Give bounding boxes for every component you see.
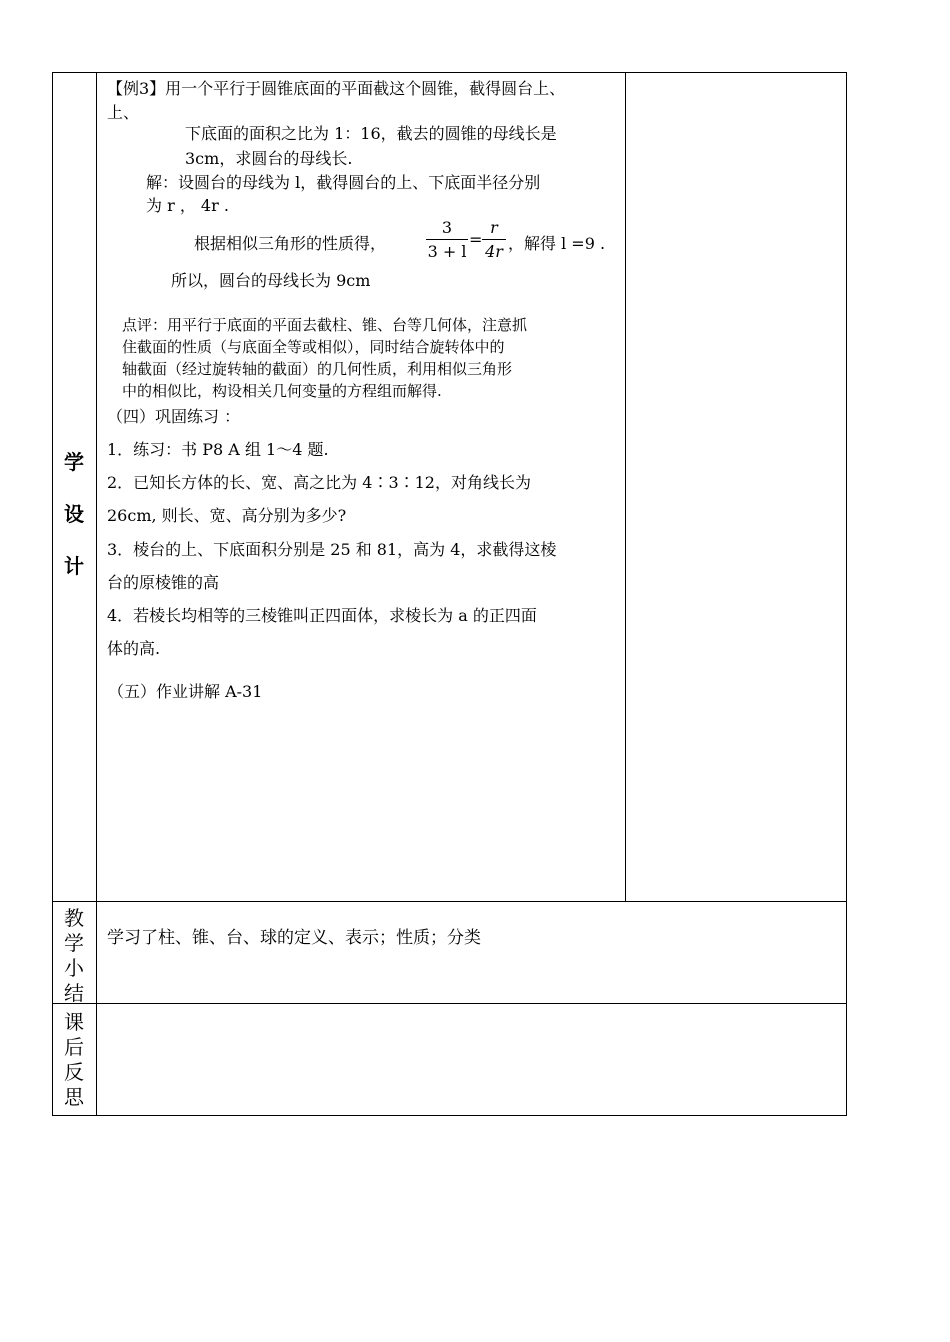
section-label-reflection [52, 1010, 96, 1110]
row-divider-summary [52, 901, 847, 902]
label-char: 后 [64, 1035, 84, 1059]
practice-item-3b: 台的原棱锥的高 [107, 573, 220, 592]
practice-heading: （四）巩固练习 ： [107, 407, 241, 426]
example-line-2: 下底面的面积之比为 1：16，截去的圆锥的母线长是 [185, 124, 557, 143]
practice-item-4b: 体的高. [107, 639, 161, 658]
comment-line-2: 住截面的性质（与底面全等或相似），同时结合旋转体中的 [122, 338, 505, 356]
table-right-border [846, 72, 847, 1115]
table-top-border [52, 72, 847, 73]
solution-line-3-pre: 根据相似三角形的性质得， [194, 234, 387, 253]
label-char: 结 [64, 981, 84, 1005]
fraction-right [482, 218, 506, 261]
label-char: 设 [64, 502, 84, 526]
label-char: 反 [64, 1060, 84, 1084]
comment-line-4: 中的相似比，构设相关几何变量的方程组而解得. [122, 382, 442, 400]
summary-text: 学习了柱、锥、台、球的定义、表示；性质；分类 [107, 928, 481, 948]
comment-line-1: 点评：用平行于底面的平面去截柱、锥、台等几何体，注意抓 [122, 316, 528, 334]
solution-line-2: 为 r ， 4r . [146, 196, 229, 215]
fraction-numerator: 3 [441, 218, 453, 237]
example-line-3: 3cm，求圆台的母线长. [185, 149, 353, 168]
fraction-denominator: 3 + l [427, 242, 467, 261]
equals-sign: = [469, 230, 483, 249]
label-char: 小 [64, 956, 84, 980]
practice-item-3a: 3．棱台的上、下底面积分别是 25 和 81，高为 4，求截得这棱 [107, 540, 557, 559]
fraction-denominator: 4r [485, 242, 503, 261]
fraction-numerator: r [490, 218, 498, 237]
label-char: 学 [64, 450, 84, 474]
homework-line: （五）作业讲解 A-31 [108, 682, 263, 701]
example-line-1-wrap: 上、 [107, 103, 140, 122]
solution-line-4: 所以，圆台的母线长为 9cm [171, 271, 371, 290]
label-char: 教 [64, 906, 84, 930]
label-char: 计 [64, 554, 84, 578]
label-char: 学 [64, 931, 84, 955]
row-divider-reflection [52, 1003, 847, 1004]
label-char: 课 [64, 1010, 84, 1034]
section-label-design [52, 436, 96, 592]
comment-line-3: 轴截面（经过旋转轴的截面）的几何性质，利用相似三角形 [122, 360, 513, 378]
notes-column-divider [625, 72, 626, 901]
label-char: 思 [64, 1085, 84, 1109]
fraction-bar [426, 239, 468, 240]
label-column-divider [96, 72, 97, 1115]
practice-item-4a: 4．若棱长均相等的三棱锥叫正四面体，求棱长为 a 的正四面 [107, 606, 537, 625]
solution-line-1: 解：设圆台的母线为 l，截得圆台的上、下底面半径分别 [146, 173, 541, 192]
section-label-summary [52, 906, 96, 1006]
solution-line-3-post: ，解得 l =9 . [508, 234, 606, 253]
practice-item-1: 1．练习：书 P8 A 组 1～4 题. [107, 440, 329, 459]
practice-item-2b: 26cm, 则长、宽、高分别为多少? [107, 506, 347, 525]
fraction-left [426, 218, 468, 261]
table-bottom-border [52, 1115, 847, 1116]
fraction-bar [482, 239, 506, 240]
example-line-1: 【例3】用一个平行于圆锥底面的平面截这个圆锥，截得圆台上、 [107, 79, 566, 98]
practice-item-2a: 2．已知长方体的长、宽、高之比为 4∶3∶12，对角线长为 [107, 473, 531, 492]
